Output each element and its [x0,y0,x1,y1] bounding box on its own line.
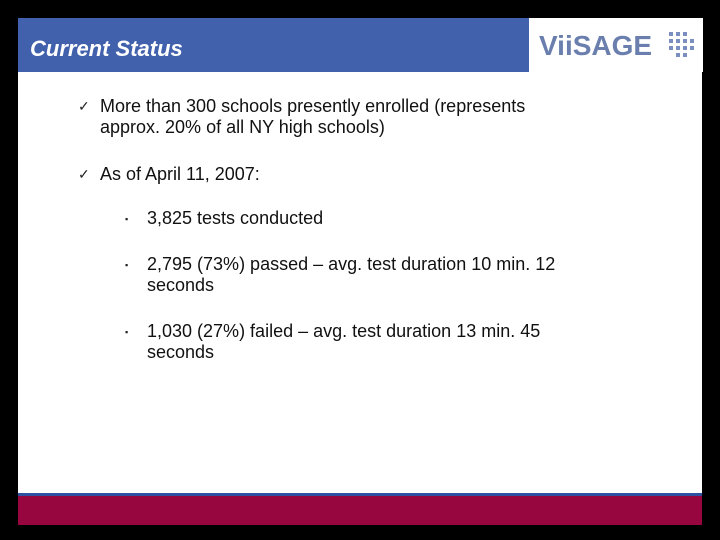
list-item [78,164,260,185]
bullet-text [100,164,260,185]
square-bullet-icon: ▪ [125,260,129,270]
subbullet-text [147,208,323,229]
check-icon: ✓ [78,166,90,182]
bullet-text-line: More than 300 schools presently enrolled (represents [100,96,526,116]
subbullet-text [147,254,555,296]
subbullet-text [147,321,540,363]
bullet-text-line: 1,030 (27%) failed – avg. test duration 13 min. 45 [147,321,541,341]
bullet-text-line: seconds [147,342,215,362]
bullet-text-line: 2,795 (73%) passed – avg. test duration 10 min. 12 [147,254,556,274]
bullet-text-line: seconds [147,275,215,295]
bullet-text [100,96,525,138]
bullet-text-line: 3,825 tests conducted [147,208,324,228]
square-bullet-icon: ▪ [125,214,129,224]
square-bullet-icon: ▪ [125,327,129,337]
list-item [125,321,540,363]
bullet-text-line: As of April 11, 2007: [100,164,260,184]
list-item [125,208,323,229]
list-item [125,254,555,296]
footer-band [18,493,702,525]
bullet-text-line: approx. 20% of all NY high schools) [100,117,385,137]
slide-title: Current Status [30,36,183,61]
list-item [78,96,525,138]
company-logo: ViiSAGE [539,30,653,61]
check-icon: ✓ [78,98,90,114]
